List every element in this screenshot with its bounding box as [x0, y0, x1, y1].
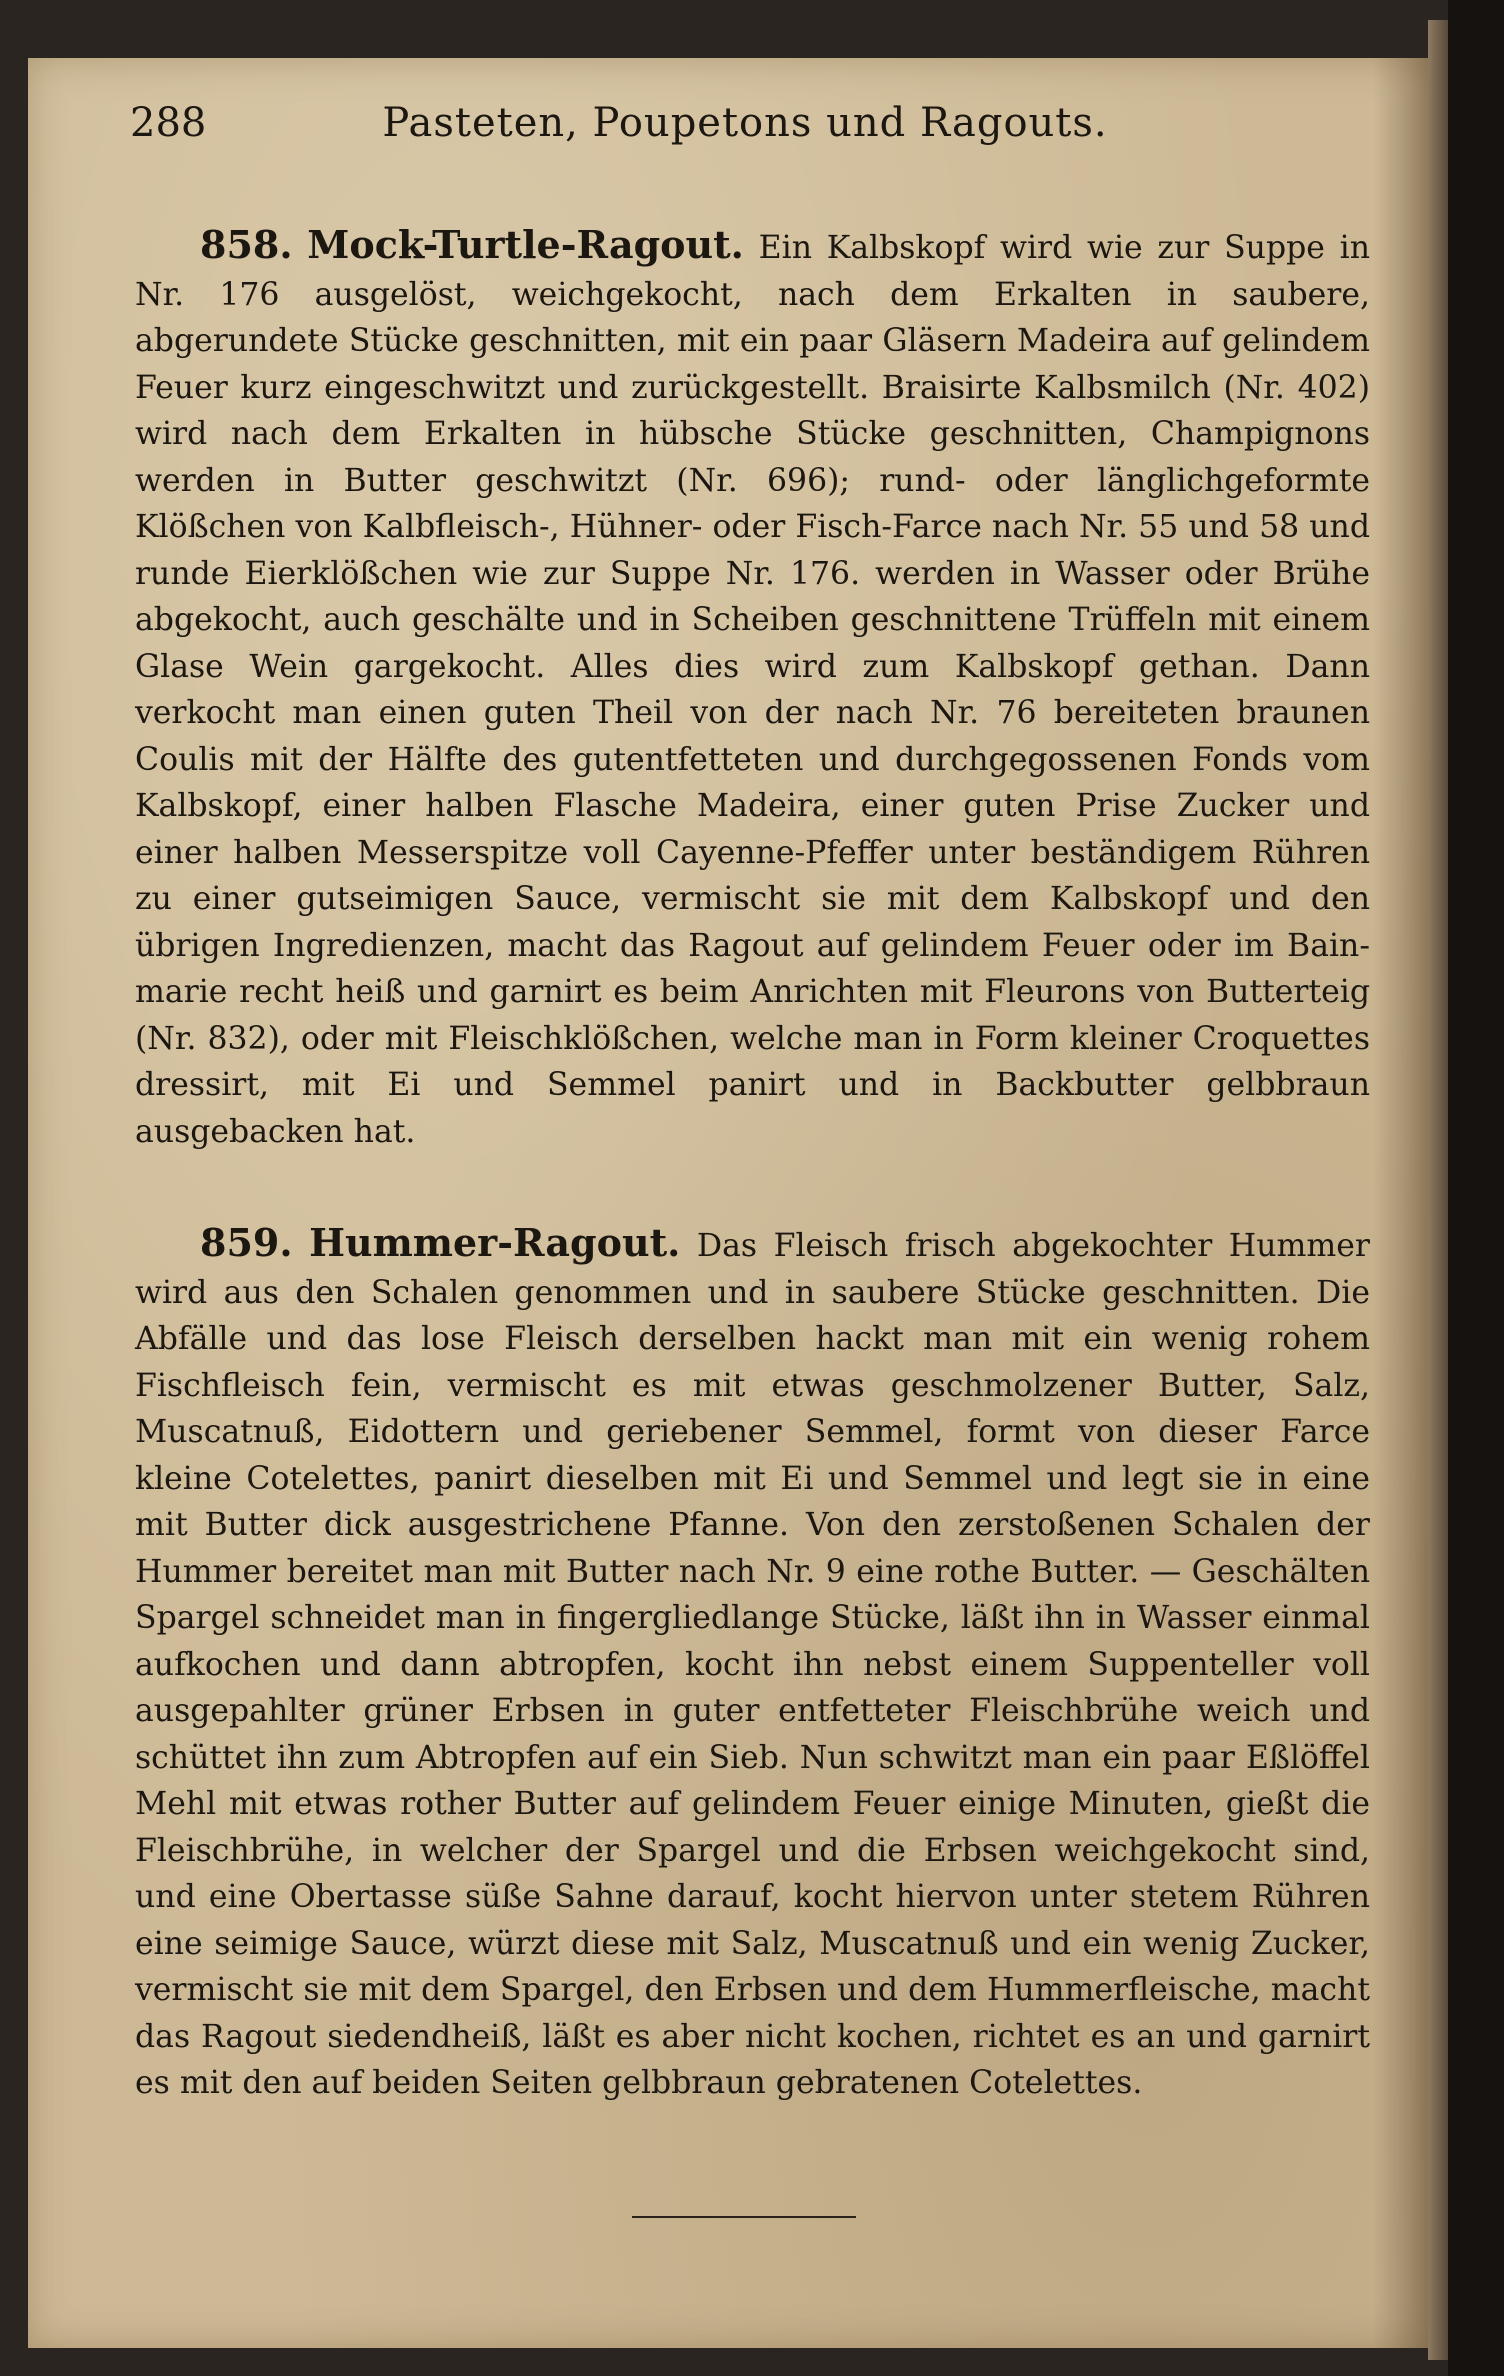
book-cover-edge [1448, 0, 1504, 2376]
page-number: 288 [130, 100, 207, 146]
recipe-entry-858 [135, 222, 1370, 1155]
page-header [100, 90, 1370, 160]
recipe-paragraph [135, 1220, 1370, 2107]
section-end-rule [632, 2216, 856, 2218]
page-gutter-shadow [1373, 58, 1428, 2348]
recipe-paragraph [135, 222, 1370, 1155]
page-stack-edge [1428, 20, 1448, 2360]
recipe-number: 858. [200, 222, 293, 267]
recipe-entry-859 [135, 1220, 1370, 2107]
recipe-text: Ein Kalbskopf wird wie zur Suppe in Nr. 176 ausgelöst, weichgekocht, nach dem Erkalten in saubere, abgerundete Stücke geschnitten, mit ein paar Gläsern Madeira auf gelindem Feuer kurz eingeschwitzt und zurückgestellt. Braisirte Kalbsmilch (Nr. 402) wird nach dem Erkalten in hübsche Stücke geschnitten, Champignons werden in Butter geschwitzt (Nr. 696); rund- oder länglichgeformte Klößchen von Kalbfleisch-, Hühner- oder Fisch-Farce nach Nr. 55 und 58 und runde Eierklößchen wie zur Suppe Nr. 176. werden in Wasser oder Brühe abgekocht, auch geschälte und in Scheiben geschnittene Trüffeln mit einem Glase Wein gargekocht. Alles dies wird zum Kalbskopf gethan. Dann verkocht man einen guten Theil von der nach Nr. 76 bereiteten braunen Coulis mit der Hälfte des gutentfetteten und durchgegossenen Fonds vom Kalbskopf, einer halben Flasche Madeira, einer guten Prise Zucker und einer halben Messerspitze voll Cayenne-Pfeffer unter beständigem Rühren zu einer gutseimigen Sauce, vermischt sie mit dem Kalbskopf und den übrigen Ingredienzen, macht das Ragout auf gelindem Feuer oder im Bain-marie recht heiß und garnirt es beim Anrichten mit Fleurons von Butterteig (Nr. 832), oder mit Fleischklößchen, welche man in Form kleiner Croquettes dressirt, mit Ei und Semmel panirt und in Backbutter gelbbraun ausgebacken hat. [135, 230, 1371, 1150]
running-title: Pasteten, Poupetons und Ragouts. [382, 100, 1108, 146]
recipe-number: 859. [200, 1220, 293, 1265]
recipe-text: Das Fleisch frisch abgekochter Hummer wird aus den Schalen genommen und in saubere Stücke geschnitten. Die Abfälle und das lose Fleisch derselben hackt man mit ein wenig rohem Fischfleisch fein, vermischt es mit etwas geschmolzener Butter, Salz, Muscatnuß, Eidottern und geriebener Semmel, formt von dieser Farce kleine Cotelettes, panirt dieselben mit Ei und Semmel und legt sie in eine mit Butter dick ausgestrichene Pfanne. Von den zerstoßenen Schalen der Hummer bereitet man mit Butter nach Nr. 9 eine rothe Butter. — Geschälten Spargel schneidet man in fingergliedlange Stücke, läßt ihn in Wasser einmal aufkochen und dann abtropfen, kocht ihn nebst einem Suppenteller voll ausgepahlter grüner Erbsen in guter entfetteter Fleischbrühe weich und schüttet ihn zum Abtropfen auf ein Sieb. Nun schwitzt man ein paar Eßlöffel Mehl mit etwas rother Butter auf gelindem Feuer einige Minuten, gießt die Fleischbrühe, in welcher der Spargel und die Erbsen weichgekocht sind, und eine Obertasse süße Sahne darauf, kocht hiervon unter stetem Rühren eine seimige Sauce, würzt diese mit Salz, Muscatnuß und ein wenig Zucker, vermischt sie mit dem Spargel, den Erbsen und dem Hummerfleische, macht das Ragout siedendheiß, läßt es aber nicht kochen, richtet es an und garnirt es mit den auf beiden Seiten gelbbraun gebratenen Cotelettes. [135, 1228, 1370, 2101]
recipe-title: Mock-Turtle-Ragout. [307, 222, 744, 267]
recipe-title: Hummer-Ragout. [309, 1220, 681, 1265]
